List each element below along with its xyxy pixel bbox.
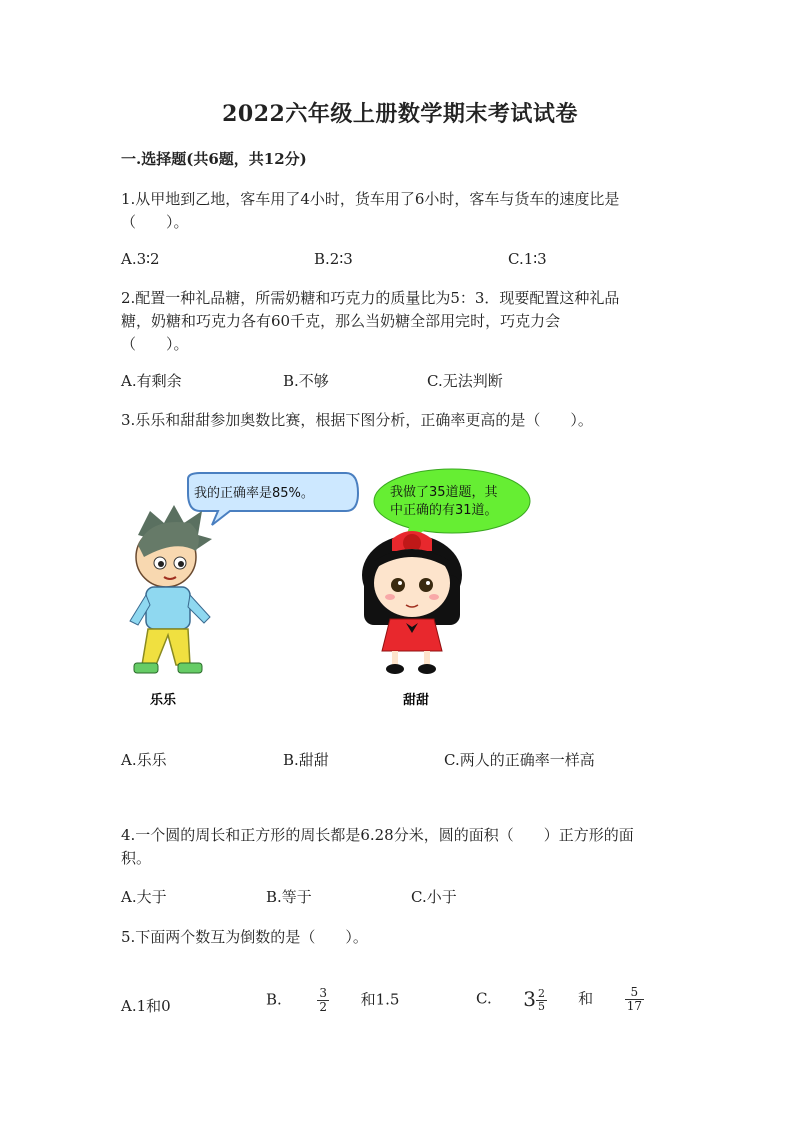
q3-option-b[interactable]: B.甜甜	[283, 751, 329, 769]
q5-option-c-label: C.	[476, 989, 492, 1008]
q5-option-c-whole: 3	[523, 986, 537, 1011]
q5-option-c-fraction-2	[625, 986, 644, 1013]
q5-option-c-denominator: 5	[538, 999, 546, 1013]
q5-option-b-denominator: 2	[319, 1000, 327, 1014]
question-4	[121, 824, 634, 870]
question-2-line-1: 2.配置一种礼品糖，所需奶糖和巧克力的质量比为5：3．现要配置这种礼品	[121, 289, 620, 307]
question-3: 3.乐乐和甜甜参加奥数比赛，根据下图分析，正确率更高的是（ ）。	[121, 411, 593, 429]
q4-option-a[interactable]: A.大于	[121, 888, 167, 906]
q5-option-c-mixed-number	[523, 987, 553, 1011]
q2-option-a[interactable]: A.有剩余	[121, 372, 182, 390]
girl-figure	[362, 531, 462, 674]
question-1-line-1: 1.从甲地到乙地，客车用了4小时，货车用了6小时，客车与货车的速度比是	[121, 190, 620, 208]
q5-option-c-fraction	[536, 988, 547, 1013]
question-5: 5.下面两个数互为倒数的是（ ）。	[121, 928, 368, 946]
q3-option-c[interactable]: C.两人的正确率一样高	[444, 751, 595, 769]
q5-option-b[interactable]	[266, 987, 399, 1014]
question-1	[121, 188, 619, 234]
question-2-line-2: 糖，奶糖和巧克力各有60千克，那么当奶糖全部用完时，巧克力会	[121, 312, 561, 330]
boy-speech-bubble	[188, 473, 358, 525]
girl-bubble-text-line-1: 我做了35道题，其	[390, 485, 498, 500]
question-2	[121, 287, 619, 356]
q5-option-a[interactable]: A.1和0	[121, 997, 171, 1015]
q5-option-b-rest: 和1.5	[360, 990, 400, 1009]
q5-option-c[interactable]	[476, 986, 644, 1013]
boy-bubble-text: 我的正确率是85%。	[194, 486, 314, 501]
question-4-line-1: 4.一个圆的周长和正方形的周长都是6.28分米，圆的面积（ ）正方形的面	[121, 826, 634, 844]
q1-option-a[interactable]: A.3∶2	[121, 250, 160, 268]
q3-option-a[interactable]: A.乐乐	[121, 751, 167, 769]
q5-option-c-and: 和	[578, 989, 594, 1008]
paper-title: 2022六年级上册数学期末考试试卷	[222, 101, 578, 127]
q2-option-c[interactable]: C.无法判断	[427, 372, 503, 390]
q3-illustration	[120, 465, 560, 715]
question-4-line-2: 积。	[121, 849, 152, 867]
question-1-line-2: （ ）。	[121, 213, 189, 231]
q5-option-c-numerator: 2	[538, 986, 546, 1000]
q1-option-c[interactable]: C.1∶3	[508, 250, 547, 268]
q2-option-b[interactable]: B.不够	[283, 372, 329, 390]
boy-name-label: 乐乐	[150, 693, 177, 708]
q5-option-b-numerator: 3	[319, 986, 327, 1000]
q4-option-c[interactable]: C.小于	[411, 888, 457, 906]
q4-option-b[interactable]: B.等于	[266, 888, 312, 906]
girl-bubble-text-line-2: 中正确的有31道。	[390, 503, 498, 518]
question-2-line-3: （ ）。	[121, 335, 189, 353]
section-heading: 一.选择题(共6题，共12分)	[121, 150, 307, 168]
boy-figure	[130, 505, 212, 673]
q5-option-b-label: B.	[266, 990, 282, 1009]
q1-option-b[interactable]: B.2∶3	[314, 250, 353, 268]
girl-name-label: 甜甜	[403, 693, 430, 708]
q5-option-c-denominator-2: 17	[626, 999, 643, 1013]
q5-option-c-numerator-2: 5	[625, 986, 644, 1000]
q5-option-b-fraction	[317, 987, 329, 1014]
